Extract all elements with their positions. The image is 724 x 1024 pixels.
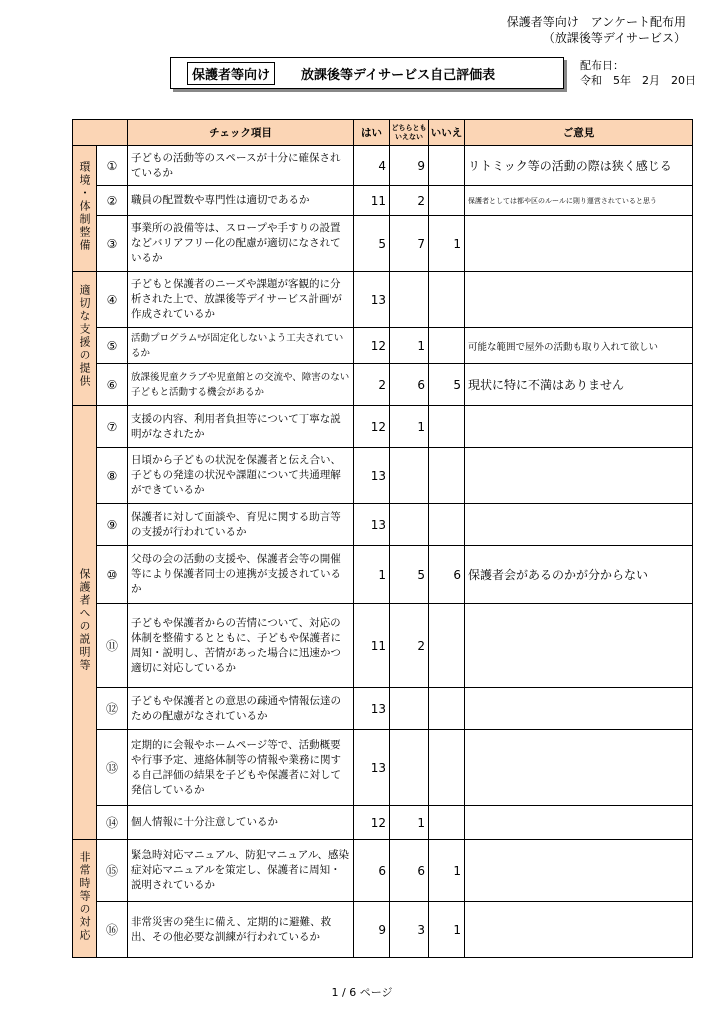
evaluation-table <box>72 119 693 958</box>
neither-count <box>390 448 429 504</box>
opinion-cell <box>465 688 693 730</box>
check-item: 非常災害の発生に備え、定期的に避難、救出、その他必要な訓練が行われているか <box>128 902 354 958</box>
yes-count: 13 <box>354 730 390 806</box>
dist-label: 配布日： <box>580 59 624 72</box>
page-title: 放課後等デイサービス自己評価表 <box>301 67 496 83</box>
opinion-cell <box>465 216 693 272</box>
check-header: チェック項目 <box>128 120 354 146</box>
category-text: 適切な支援の提供 <box>78 284 91 388</box>
opinion-cell <box>465 272 693 328</box>
row-number: ⑮ <box>97 840 128 902</box>
neither-count: 3 <box>390 902 429 958</box>
title-tag: 保護者等向け <box>187 62 275 85</box>
check-item: 日頃から子どもの状況を保護者と伝え合い、子どもの発達の状況や課題について共通理解ができているか <box>128 448 354 504</box>
check-item: 子どもや保護者との意思の疎通や情報伝達のための配慮がなされているか <box>128 688 354 730</box>
row-number: ⑬ <box>97 730 128 806</box>
category-label <box>73 406 97 840</box>
table-row <box>73 840 693 902</box>
yes-count: 11 <box>354 604 390 688</box>
yes-count: 5 <box>354 216 390 272</box>
row-number: ⑧ <box>97 448 128 504</box>
opinion-cell: リトミック等の活動の際は狭く感じる <box>465 146 693 186</box>
neither-count <box>390 688 429 730</box>
row-number: ⑥ <box>97 364 128 406</box>
yes-count: 2 <box>354 364 390 406</box>
yes-count: 4 <box>354 146 390 186</box>
yes-count: 13 <box>354 688 390 730</box>
row-number: ② <box>97 186 128 216</box>
neither-count: 6 <box>390 364 429 406</box>
yes-count: 12 <box>354 806 390 840</box>
header-line2: （放課後等デイサービス） <box>542 31 686 45</box>
no-count <box>429 406 465 448</box>
row-number: ① <box>97 146 128 186</box>
neither-count: 9 <box>390 146 429 186</box>
table-row <box>73 272 693 328</box>
table-row <box>73 504 693 546</box>
opinion-cell: 保護者としては都や区のルールに則り運営されていると思う <box>465 186 693 216</box>
table-row <box>73 604 693 688</box>
row-number: ③ <box>97 216 128 272</box>
yes-count: 13 <box>354 448 390 504</box>
yes-header: はい <box>354 120 390 146</box>
distribution-note <box>507 14 686 46</box>
table-header <box>73 120 693 146</box>
table-row <box>73 688 693 730</box>
opinion-cell <box>465 840 693 902</box>
no-count: 5 <box>429 364 465 406</box>
check-item: 職員の配置数や専門性は適切であるか <box>128 186 354 216</box>
category-header <box>73 120 128 146</box>
check-item: 子どもと保護者のニーズや課題が客観的に分析された上で、放課後等デイサービス計画ⁱが作成されているか <box>128 272 354 328</box>
row-number: ⑪ <box>97 604 128 688</box>
row-number: ④ <box>97 272 128 328</box>
check-item: 保護者に対して面談や、育児に関する助言等の支援が行われているか <box>128 504 354 546</box>
neither-count: 1 <box>390 328 429 364</box>
category-text: 環境・体制整備 <box>78 160 91 252</box>
yes-count: 13 <box>354 504 390 546</box>
category-label <box>73 146 97 272</box>
dist-date: 令和 5年 2月 20日 <box>580 74 696 87</box>
page-number: 1 / 6 ページ <box>331 986 393 999</box>
yes-count: 6 <box>354 840 390 902</box>
neither-count: 2 <box>390 186 429 216</box>
opinion-cell <box>465 730 693 806</box>
opinion-cell <box>465 448 693 504</box>
row-number: ⑭ <box>97 806 128 840</box>
distribution-date <box>580 58 696 88</box>
neither-count <box>390 730 429 806</box>
opinion-cell <box>465 604 693 688</box>
no-count <box>429 504 465 546</box>
category-label <box>73 840 97 958</box>
neither-count <box>390 504 429 546</box>
neither-header: どちらとも いえない <box>390 120 429 146</box>
table-row <box>73 406 693 448</box>
no-count: 1 <box>429 216 465 272</box>
category-text: 保護者への説明等 <box>78 568 91 672</box>
neither-count: 7 <box>390 216 429 272</box>
check-item: 子どもや保護者からの苦情について、対応の体制を整備するとともに、子どもや保護者に周知・説明し、苦情があった場合に迅速かつ適切に対応しているか <box>128 604 354 688</box>
table-row <box>73 186 693 216</box>
yes-count: 1 <box>354 546 390 604</box>
category-text: 非常時等の対応 <box>78 850 91 942</box>
opinion-cell <box>465 902 693 958</box>
opinion-header: ご意見 <box>465 120 693 146</box>
check-item: 事業所の設備等は、スロープや手すりの設置などバリアフリー化の配慮が適切になされているか <box>128 216 354 272</box>
row-number: ⑤ <box>97 328 128 364</box>
no-count <box>429 186 465 216</box>
neither-count: 1 <box>390 806 429 840</box>
no-count <box>429 604 465 688</box>
opinion-cell: 現状に特に不満はありません <box>465 364 693 406</box>
no-count: 6 <box>429 546 465 604</box>
check-item: 父母の会の活動の支援や、保護者会等の開催等により保護者同士の連携が支援されているか <box>128 546 354 604</box>
check-item: 放課後児童クラブや児童館との交流や、障害のない子どもと活動する機会があるか <box>128 364 354 406</box>
category-label <box>73 272 97 406</box>
opinion-cell <box>465 406 693 448</box>
table-row <box>73 546 693 604</box>
no-count <box>429 448 465 504</box>
yes-count: 12 <box>354 328 390 364</box>
opinion-cell <box>465 806 693 840</box>
table-row <box>73 730 693 806</box>
opinion-cell: 保護者会があるのかが分からない <box>465 546 693 604</box>
yes-count: 13 <box>354 272 390 328</box>
row-number: ⑦ <box>97 406 128 448</box>
check-item: 個人情報に十分注意しているか <box>128 806 354 840</box>
neither-count: 6 <box>390 840 429 902</box>
no-count <box>429 730 465 806</box>
no-count <box>429 272 465 328</box>
no-count <box>429 688 465 730</box>
no-count <box>429 328 465 364</box>
opinion-cell <box>465 504 693 546</box>
check-item: 定期的に会報やホームページ等で、活動概要や行事予定、連絡体制等の情報や業務に関する自己評価の結果を子どもや保護者に対して発信しているか <box>128 730 354 806</box>
check-item: 子どもの活動等のスペースが十分に確保されているか <box>128 146 354 186</box>
title-box <box>170 57 564 89</box>
table-row <box>73 364 693 406</box>
table-row <box>73 146 693 186</box>
table-row <box>73 806 693 840</box>
neither-count: 2 <box>390 604 429 688</box>
no-header: いいえ <box>429 120 465 146</box>
yes-count: 9 <box>354 902 390 958</box>
yes-count: 12 <box>354 406 390 448</box>
check-item: 活動プログラムⁱⁱが固定化しないよう工夫されているか <box>128 328 354 364</box>
yes-count: 11 <box>354 186 390 216</box>
row-number: ⑨ <box>97 504 128 546</box>
opinion-cell: 可能な範囲で屋外の活動も取り入れて欲しい <box>465 328 693 364</box>
table-row <box>73 328 693 364</box>
table-row <box>73 902 693 958</box>
neither-count: 1 <box>390 406 429 448</box>
table-row <box>73 216 693 272</box>
no-count: 1 <box>429 902 465 958</box>
row-number: ⑯ <box>97 902 128 958</box>
row-number: ⑩ <box>97 546 128 604</box>
check-item: 支援の内容、利用者負担等について丁寧な説明がなされたか <box>128 406 354 448</box>
row-number: ⑫ <box>97 688 128 730</box>
no-count <box>429 146 465 186</box>
neither-count <box>390 272 429 328</box>
table-row <box>73 448 693 504</box>
no-count <box>429 806 465 840</box>
no-count: 1 <box>429 840 465 902</box>
header-line1: 保護者等向け アンケート配布用 <box>506 15 686 29</box>
check-item: 緊急時対応マニュアル、防犯マニュアル、感染症対応マニュアルを策定し、保護者に周知・説明されているか <box>128 840 354 902</box>
neither-count: 5 <box>390 546 429 604</box>
